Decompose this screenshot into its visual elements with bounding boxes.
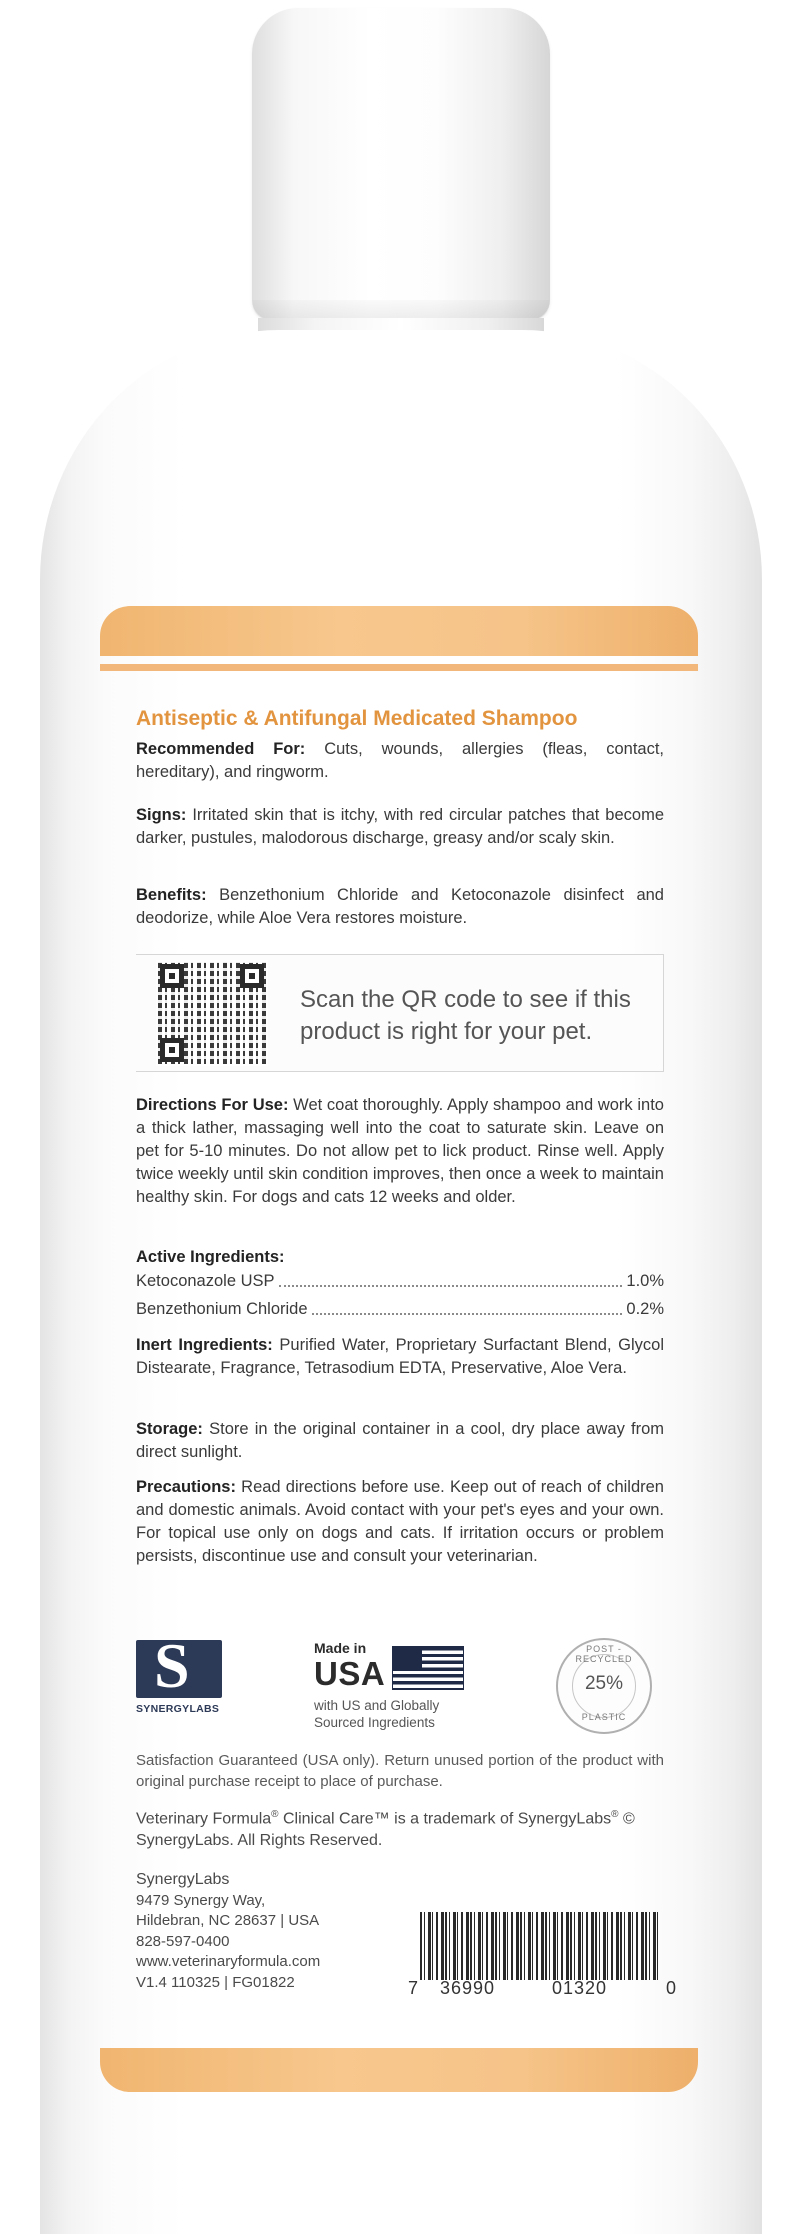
precautions-text: Read directions before use. Keep out of reach of children and domestic animals. Avoid contact with your pet's eyes and your own. For topical use only on dogs and cats. If irritation occurs or problem persists, discontinue use and consult your veterinarian. [136, 1478, 664, 1565]
ingredient-name: Ketoconazole USP [136, 1272, 275, 1290]
benefits-text: Benzethonium Chloride and Ketoconazole disinfect and deodorize, while Aloe Vera restores moisture. [136, 886, 664, 927]
company-address [136, 1870, 386, 1993]
active-ingredients-heading: Active Ingredients: [136, 1248, 285, 1266]
qr-finder-icon [240, 964, 264, 988]
dot-leader [312, 1313, 623, 1315]
storage-text: Store in the original container in a cool, dry place away from direct sunlight. [136, 1420, 664, 1461]
barcode-icon [420, 1912, 660, 1980]
barcode-digits: 36990 [440, 1978, 496, 1998]
ingredient-row [136, 1298, 664, 1321]
recommended-text: Cuts, wounds, allergies (fleas, contact, hereditary), and ringworm. [136, 740, 664, 781]
directions-for-use [136, 1094, 664, 1209]
company-name: SynergyLabs [136, 1871, 230, 1888]
product-title: Antiseptic & Antifungal Medicated Shampoo [136, 707, 578, 730]
precautions [136, 1476, 664, 1568]
us-flag-canton [392, 1646, 422, 1670]
qr-finder-icon [160, 1038, 184, 1062]
recommended-heading: Recommended For: [136, 740, 306, 758]
barcode-digits: 01320 [552, 1978, 608, 1998]
ingredient-row [136, 1270, 664, 1293]
street: 9479 Synergy Way, [136, 1891, 266, 1909]
synergylabs-logo-icon: S [136, 1640, 222, 1698]
precautions-heading: Precautions: [136, 1478, 236, 1496]
city: Hildebran, NC 28637 | USA [136, 1912, 320, 1929]
qr-text: Scan the QR code to see if this product is right for your pet. [300, 986, 631, 1045]
version-code: V1.4 110325 | FG01822 [136, 1973, 295, 1991]
signs-heading: Signs: [136, 806, 187, 824]
storage [136, 1418, 664, 1464]
label-top-band [100, 606, 698, 656]
benefits [136, 884, 664, 930]
signs [136, 804, 664, 850]
made-in-country: USA [314, 1655, 386, 1692]
qr-finder-icon [160, 964, 184, 988]
bottle-cap-rim [252, 300, 550, 320]
inert-text: Purified Water, Proprietary Surfactant Blend, Glycol Distearate, Fragrance, Tetrasodium EDTA, Preservative, Aloe Vera. [136, 1336, 664, 1377]
recommended-for [136, 738, 664, 784]
signs-text: Irritated skin that is itchy, with red circular patches that become darker, pustules, malodorous discharge, greasy and/or scaly skin. [136, 806, 664, 847]
barcode-digit: 7 [408, 1978, 420, 1998]
recycled-top-text: POST - RECYCLED [575, 1644, 633, 1664]
recycled-bottom-text: PLASTIC [581, 1712, 627, 1722]
benefits-heading: Benefits: [136, 886, 207, 904]
bottle-cap [252, 8, 550, 320]
storage-heading: Storage: [136, 1420, 203, 1438]
trademark-notice: Veterinary Formula® Clinical Care™ is a trademark of SynergyLabs® © SynergyLabs. All Rights Reserved. [136, 1809, 635, 1850]
label-bottom-band [100, 2048, 698, 2092]
brand-logo-name: SYNERGYLABS [136, 1703, 220, 1715]
made-in-label: Made in [314, 1640, 367, 1656]
inert-ingredients [136, 1334, 664, 1380]
made-in-sub: with US and Globally Sourced Ingredients [314, 1698, 440, 1730]
directions-text: Wet coat thoroughly. Apply shampoo and work into a thick lather, massaging well into the coat to saturate skin. Leave on pet for 5-10 minutes. Do not allow pet to lick product. Rinse well. Apply twice weekly until skin condition improves, then once a week to maintain healthy skin. For dogs and cats 12 weeks and older. [136, 1096, 664, 1206]
dot-leader [279, 1285, 623, 1287]
ingredient-name: Benzethonium Chloride [136, 1300, 308, 1318]
ingredient-amount: 0.2% [626, 1300, 664, 1318]
recycled-percent: 25% [584, 1673, 624, 1694]
phone: 828-597-0400 [136, 1932, 230, 1950]
inert-heading: Inert Ingredients: [136, 1336, 273, 1354]
directions-heading: Directions For Use: [136, 1096, 289, 1114]
satisfaction-guarantee: Satisfaction Guaranteed (USA only). Return unused portion of the product with original purchase receipt to place of purchase. [136, 1752, 664, 1790]
barcode-digit: 0 [666, 1978, 678, 1998]
label-top-stripe [100, 664, 698, 671]
ingredient-amount: 1.0% [626, 1272, 664, 1290]
website: www.veterinaryformula.com [136, 1953, 321, 1970]
